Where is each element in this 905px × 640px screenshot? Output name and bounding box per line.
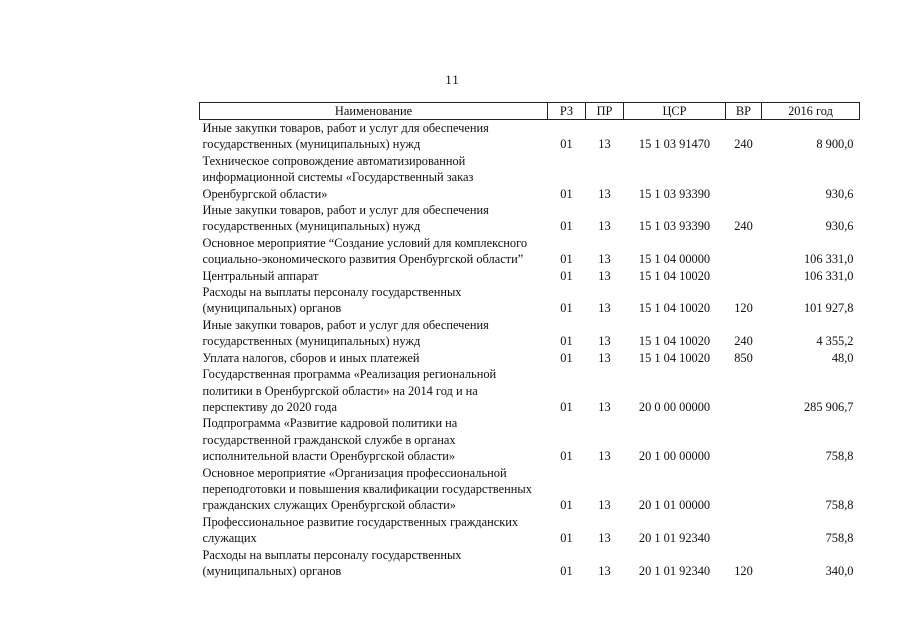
row-pr: 13	[598, 219, 611, 234]
table-row	[200, 317, 860, 350]
row-sum: 106 331,0	[803, 252, 854, 267]
row-pr: 13	[598, 498, 611, 513]
row-sum: 758,8	[825, 449, 854, 464]
row-vr	[726, 366, 762, 415]
row-vr	[726, 153, 762, 202]
row-csr: 15 1 04 10020	[638, 268, 711, 283]
row-pr: 13	[598, 350, 611, 365]
row-rz: 01	[560, 399, 573, 414]
table-row	[200, 465, 860, 514]
row-pr: 13	[598, 268, 611, 283]
row-csr: 20 1 01 92340	[638, 531, 711, 546]
table-body	[200, 120, 860, 580]
row-sum: 930,6	[825, 186, 854, 201]
row-name: Иные закупки товаров, работ и услуг для обеспечения государственных (муниципальных) нужд	[202, 121, 489, 152]
row-sum: 340,0	[825, 563, 854, 578]
table-row	[200, 415, 860, 464]
row-pr: 13	[598, 399, 611, 414]
row-name: Государственная программа «Реализация региональной политики в Оренбургской области» на 2014 год и на перспективу до 2020 года	[202, 367, 497, 414]
row-vr	[726, 268, 762, 284]
row-csr: 15 1 03 93390	[638, 186, 711, 201]
table-row	[200, 153, 860, 202]
row-sum: 101 927,8	[803, 301, 854, 316]
row-name: Основное мероприятие «Организация профессиональной переподготовки и повышения квалификации государственных гражданских служащих Оренбургской области»	[202, 465, 532, 513]
row-rz: 01	[560, 334, 573, 349]
row-name: Основное мероприятие “Создание условий для комплексного социально-экономического развития Оренбургской области”	[202, 235, 528, 267]
table-row	[200, 514, 860, 547]
row-vr: 120	[734, 563, 753, 578]
row-vr	[726, 235, 762, 268]
row-csr: 20 1 00 00000	[638, 449, 711, 464]
row-rz: 01	[560, 531, 573, 546]
row-sum: 930,6	[825, 219, 854, 234]
table-row	[200, 268, 860, 284]
row-vr: 240	[734, 137, 753, 152]
header-year: 2016 год	[762, 103, 860, 120]
header-row	[200, 103, 860, 120]
row-name: Расходы на выплаты персоналу государственных (муниципальных) органов	[202, 285, 462, 316]
table-row	[200, 366, 860, 415]
row-pr: 13	[598, 186, 611, 201]
row-csr: 15 1 04 10020	[638, 334, 711, 349]
row-rz: 01	[560, 301, 573, 316]
table-row	[200, 547, 860, 580]
row-csr: 20 0 00 00000	[638, 399, 711, 414]
row-vr: 120	[734, 301, 753, 316]
row-name: Центральный аппарат	[202, 268, 319, 283]
row-name: Техническое сопровождение автоматизированной информационной системы «Государственный заказ Оренбургской области»	[202, 153, 474, 201]
row-vr: 240	[734, 219, 753, 234]
row-csr: 15 1 04 10020	[638, 301, 711, 316]
table-row	[200, 350, 860, 366]
row-name: Иные закупки товаров, работ и услуг для обеспечения государственных (муниципальных) нужд	[202, 203, 489, 234]
row-pr: 13	[598, 563, 611, 578]
table-header	[200, 103, 860, 120]
table-row	[200, 235, 860, 268]
row-csr: 20 1 01 92340	[638, 563, 711, 578]
row-rz: 01	[560, 449, 573, 464]
table-row	[200, 202, 860, 235]
row-rz: 01	[560, 252, 573, 267]
row-sum: 758,8	[825, 498, 854, 513]
row-rz: 01	[560, 219, 573, 234]
row-name: Профессиональное развитие государственных гражданских служащих	[202, 514, 519, 546]
header-pr: ПР	[586, 103, 624, 120]
row-csr: 15 1 03 93390	[638, 219, 711, 234]
row-pr: 13	[598, 449, 611, 464]
header-name: Наименование	[200, 103, 548, 120]
row-sum: 8 900,0	[816, 137, 854, 152]
row-vr	[726, 514, 762, 547]
table-row	[200, 284, 860, 317]
row-vr	[726, 415, 762, 464]
row-pr: 13	[598, 334, 611, 349]
header-rz: РЗ	[548, 103, 586, 120]
row-rz: 01	[560, 563, 573, 578]
row-name: Иные закупки товаров, работ и услуг для обеспечения государственных (муниципальных) нужд	[202, 317, 489, 349]
row-pr: 13	[598, 137, 611, 152]
row-rz: 01	[560, 350, 573, 365]
row-name: Расходы на выплаты персоналу государственных (муниципальных) органов	[202, 547, 462, 578]
row-sum: 4 355,2	[816, 334, 854, 349]
row-pr: 13	[598, 252, 611, 267]
table-row	[200, 120, 860, 153]
row-name: Подпрограмма «Развитие кадровой политики на государственной гражданской службе в органах исполнительной власти Оренбургской области»	[202, 416, 458, 464]
row-vr: 850	[734, 350, 753, 365]
row-rz: 01	[560, 137, 573, 152]
row-sum: 758,8	[825, 531, 854, 546]
budget-table	[199, 102, 860, 579]
row-rz: 01	[560, 498, 573, 513]
row-csr: 20 1 01 00000	[638, 498, 711, 513]
row-sum: 106 331,0	[803, 268, 854, 283]
row-sum: 48,0	[831, 350, 854, 365]
row-csr: 15 1 04 00000	[638, 252, 711, 267]
row-rz: 01	[560, 268, 573, 283]
row-vr	[726, 465, 762, 514]
row-rz: 01	[560, 186, 573, 201]
header-csr: ЦСР	[624, 103, 726, 120]
row-sum: 285 906,7	[803, 399, 854, 414]
row-pr: 13	[598, 531, 611, 546]
header-vr: ВР	[726, 103, 762, 120]
row-csr: 15 1 03 91470	[638, 137, 711, 152]
row-name: Уплата налогов, сборов и иных платежей	[202, 350, 420, 365]
page-number: 11	[445, 72, 460, 87]
row-pr: 13	[598, 301, 611, 316]
row-csr: 15 1 04 10020	[638, 350, 711, 365]
row-vr: 240	[734, 334, 753, 349]
